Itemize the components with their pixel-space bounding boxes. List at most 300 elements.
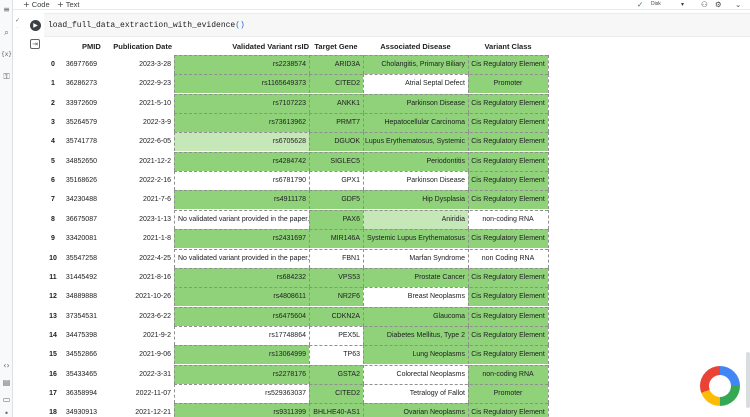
cell-pmid: 36977669 [65,61,97,68]
table-row [46,55,548,74]
cell-divider [468,113,469,132]
cell-variant-class: non-coding RNA [468,210,548,229]
cell-divider [548,345,549,364]
cell-divider [468,403,469,417]
cell-divider [548,132,549,151]
cell-divider [468,132,469,151]
row-divider [174,55,548,56]
cell-associated-disease: Marfan Syndrome [363,249,468,268]
table-row [46,249,548,268]
cell-divider [468,287,469,306]
cell-divider [468,210,469,229]
cell-rsid: No validated variant provided in the paper. [174,210,309,229]
cell-target-gene: PEX5L [309,326,363,345]
table-row [46,307,548,326]
cell-target-gene: CITED2 [309,384,363,403]
row-index: 8 [51,215,55,223]
cell-target-gene: PAX6 [309,210,363,229]
code-cell[interactable] [44,13,750,37]
cell-publication-date: 2021-9-06 [139,351,171,359]
command-icon[interactable]: ▭ [2,395,11,404]
cell-divider [363,249,364,268]
col-header-variant-class: Variant Class [484,42,532,51]
row-index: 13 [49,312,57,320]
table-row [46,345,548,364]
add-text-button[interactable] [57,0,79,9]
left-rail [0,0,13,417]
cell-divider [468,249,469,268]
cell-rsid: rs17748864 [174,326,309,345]
row-index: 16 [49,370,57,378]
row-index: 6 [51,177,55,185]
cell-pmid: 31445492 [65,273,97,281]
row-index: 3 [51,119,55,127]
cell-publication-date: 2022-3-31 [139,370,171,378]
cell-divider [468,190,469,209]
cell-rsid: rs7107223 [174,94,309,113]
cell-divider [548,326,549,345]
cell-divider [309,268,310,287]
cell-variant-class: Promoter [468,74,548,93]
function-call: load_full_data_extraction_with_evidence [48,21,236,30]
cell-target-gene: CITED2 [309,74,363,93]
row-index: 14 [49,331,57,339]
cell-divider [363,55,364,74]
cell-associated-disease: Parkinson Disease [363,94,468,113]
cell-divider [174,365,175,384]
terminal-icon[interactable]: ▤ [2,378,11,387]
cell-exec-time: · [17,25,19,30]
cell-divider [468,365,469,384]
row-index: 10 [49,254,57,262]
row-index: 7 [51,196,55,204]
cell-divider [363,94,364,113]
cell-divider [174,171,175,190]
col-header-rsid: Validated Variant rsID [232,42,309,51]
row-divider [174,190,548,191]
cell-target-gene: NR2F6 [309,287,363,306]
cell-divider [468,171,469,190]
cell-associated-disease: Hip Dysplasia [363,190,468,209]
row-divider [174,287,548,288]
row-divider [174,365,548,366]
cell-divider [309,210,310,229]
table-row [46,229,548,248]
table-row [46,384,548,403]
google-logo-watermark [700,366,740,406]
cell-divider [363,326,364,345]
cell-associated-disease: Atrial Septal Defect [363,74,468,93]
cell-divider [548,210,549,229]
row-index: 4 [51,138,55,146]
table-row [46,287,548,306]
cell-target-gene: ARID3A [309,55,363,74]
cell-divider [174,307,175,326]
row-divider [174,326,548,327]
cell-publication-date: 2022-3-9 [142,119,171,127]
cell-associated-disease: Periodontitis [363,152,468,171]
cell-divider [468,384,469,403]
row-divider [174,307,548,308]
cell-rsid: rs2238574 [174,55,309,74]
cell-target-gene: GPX1 [309,171,363,190]
cell-divider [309,249,310,268]
cell-divider [309,345,310,364]
cell-pmid: 34889888 [65,293,97,301]
add-code-button[interactable] [23,0,50,9]
row-divider [174,74,548,75]
top-toolbar [13,0,750,10]
cell-divider [548,307,549,326]
cell-pmid: 33420081 [65,235,97,243]
cell-target-gene: MIR146A [309,229,363,248]
row-divider [174,171,548,172]
collapse-chevron-icon[interactable]: ⌄ [735,0,742,9]
cell-divider [468,307,469,326]
cell-divider [548,229,549,248]
cell-pmid: 36358994 [65,389,97,397]
gear-icon[interactable]: ⚙ [715,0,722,9]
cell-divider [363,190,364,209]
cell-associated-disease: Colorectal Neoplasms [363,365,468,384]
cell-divider [468,94,469,113]
add-text-label: Text [65,0,80,9]
cell-divider [363,403,364,417]
cell-rsid: No validated variant provided in the paper. [174,249,309,268]
cell-variant-class: Cis Regulatory Element [468,307,548,326]
row-divider [174,152,548,153]
cell-associated-disease: Systemic Lupus Erythematosus [363,229,468,248]
cell-rsid: rs4284742 [174,152,309,171]
cell-divider [309,403,310,417]
cell-publication-date: 2023-3-28 [139,61,171,68]
cell-divider [548,94,549,113]
cell-associated-disease: Tetralogy of Fallot [363,384,468,403]
cell-publication-date: 2021-12-2 [139,157,171,165]
cell-variant-class: Cis Regulatory Element [468,190,548,209]
cell-rsid: rs4808611 [174,287,309,306]
cell-associated-disease: Lupus Erythematosus, Systemic [363,132,468,151]
disk-label: Disk [651,1,661,7]
cell-publication-date: 2023-6-22 [139,312,171,320]
table-row [46,171,548,190]
cell-divider [174,132,175,151]
cell-divider [309,287,310,306]
row-index: 5 [51,157,55,165]
cell-target-gene: ANKK1 [309,94,363,113]
cell-variant-class: Cis Regulatory Element [468,403,548,417]
cell-associated-disease: Lung Neoplasms [363,345,468,364]
cell-publication-date: 2021-8-16 [139,273,171,281]
cell-divider [174,345,175,364]
cell-rsid: rs6705628 [174,132,309,151]
cell-divider [363,171,364,190]
col-header-pmid: PMID [82,42,101,51]
cell-divider [548,74,549,93]
cell-variant-class: Cis Regulatory Element [468,113,548,132]
cell-variant-class: Cis Regulatory Element [468,55,548,74]
cell-publication-date: 2022-11-07 [135,389,171,397]
cell-divider [309,132,310,151]
cell-divider [363,132,364,151]
table-row [46,94,548,113]
plus-icon: + [57,0,64,9]
cell-target-gene: TP63 [309,345,363,364]
cell-divider [363,307,364,326]
table-row [46,74,548,93]
cell-publication-date: 2021-10-26 [135,293,171,301]
cell-pmid: 34930913 [65,409,97,417]
cell-divider [309,190,310,209]
cell-divider [174,326,175,345]
table-row [46,326,548,345]
cell-publication-date: 2022-2-16 [139,177,171,185]
cell-variant-class: Cis Regulatory Element [468,345,548,364]
cell-rsid: rs9311399 [174,403,309,417]
cell-pmid: 35547258 [65,254,97,262]
cell-associated-disease: Aniridia [363,210,468,229]
cell-divider [174,210,175,229]
row-index: 12 [49,293,57,301]
cell-divider [468,229,469,248]
cell-divider [309,384,310,403]
cell-variant-class: Cis Regulatory Element [468,94,548,113]
row-index: 17 [49,389,57,397]
row-index: 18 [49,409,57,417]
cell-pmid: 34475398 [65,331,97,339]
cell-rsid: rs4911178 [174,190,309,209]
cell-divider [548,249,549,268]
play-icon: ▶ [33,22,38,29]
cell-publication-date: 2021-9-2 [142,331,171,339]
cell-associated-disease: Ovarian Neoplasms [363,403,468,417]
cell-pmid: 36675087 [65,215,97,223]
row-divider [174,113,548,114]
cell-divider [309,113,310,132]
cell-target-gene: VPS53 [309,268,363,287]
table-row [46,210,548,229]
cell-divider [363,345,364,364]
row-divider [174,345,548,346]
cell-associated-disease: Parkinson Disease [363,171,468,190]
add-code-label: Code [31,0,50,9]
variables-icon[interactable]: {x} [1,51,12,58]
cell-variant-class: Promoter [468,384,548,403]
output-actions-icon[interactable]: ⇥ [30,39,40,49]
cell-divider [548,55,549,74]
key-icon[interactable]: ⚿ [3,71,10,81]
cell-pmid: 37354531 [65,312,97,320]
row-index: 0 [51,61,55,68]
cell-divider [548,113,549,132]
cell-divider [309,152,310,171]
cell-divider [363,287,364,306]
cell-pmid: 34230488 [65,196,97,204]
menu-icon[interactable]: ≡ [3,5,10,14]
cell-divider [309,365,310,384]
chevron-down-icon[interactable]: ▾ [681,1,685,8]
cell-pmid: 34552866 [65,351,97,359]
table-row [46,152,548,171]
table-row [46,190,548,209]
cell-variant-class: Cis Regulatory Element [468,171,548,190]
cell-target-gene: GSTA2 [309,365,363,384]
row-index: 2 [51,99,55,107]
cell-divider [174,152,175,171]
cell-divider [309,55,310,74]
cell-rsid: rs6781790 [174,171,309,190]
row-divider [174,210,548,211]
cell-divider [174,113,175,132]
share-people-icon[interactable]: ⚇ [701,0,708,9]
cell-target-gene: DGUOK [309,132,363,151]
cell-target-gene: SIGLEC5 [309,152,363,171]
vertical-scrollbar[interactable] [746,352,750,408]
table-row [46,132,548,151]
cell-divider [548,287,549,306]
cell-divider [548,171,549,190]
cell-divider [174,94,175,113]
cell-divider [174,229,175,248]
cell-divider [309,307,310,326]
cell-pmid: 35433465 [65,370,97,378]
row-divider [174,94,548,95]
cell-divider [309,94,310,113]
cell-divider [468,345,469,364]
row-index: 15 [49,351,57,359]
cell-publication-date: 2021-12-21 [135,409,171,417]
cell-divider [174,287,175,306]
cell-variant-class: Cis Regulatory Element [468,268,548,287]
cell-rsid: rs2278176 [174,365,309,384]
row-index: 1 [51,80,55,88]
cell-associated-disease: Hepatocellular Carcinoma [363,113,468,132]
cell-divider [174,268,175,287]
cell-target-gene: CDKN2A [309,307,363,326]
cell-status-check-icon: ✓ [15,17,21,24]
cell-rsid: rs529363037 [174,384,309,403]
disk-indicator[interactable] [651,0,661,9]
cell-variant-class: Cis Regulatory Element [468,229,548,248]
cell-rsid: rs684232 [174,268,309,287]
cell-divider [174,74,175,93]
cell-pmid: 35741778 [65,138,97,146]
call-parens: () [235,21,245,30]
cell-publication-date: 2021-1-8 [142,235,171,243]
cell-divider [363,229,364,248]
cell-pmid: 35168626 [65,177,97,185]
cell-divider [363,113,364,132]
cell-divider [174,55,175,74]
cell-divider [468,74,469,93]
cell-variant-class: Cis Regulatory Element [468,132,548,151]
cell-divider [363,152,364,171]
cell-divider [174,384,175,403]
cell-divider [548,268,549,287]
row-index: 9 [51,235,55,243]
cell-divider [363,268,364,287]
row-index: 11 [49,273,57,281]
cell-publication-date: 2022-6-05 [139,138,171,146]
cell-divider [363,210,364,229]
cell-target-gene: FBN1 [309,249,363,268]
cell-target-gene: GDF5 [309,190,363,209]
col-header-target-gene: Target Gene [314,42,358,51]
cell-pmid: 33972609 [65,99,97,107]
cell-divider [548,152,549,171]
cell-divider [548,365,549,384]
cell-pmid: 36286273 [65,80,97,88]
cell-divider [363,384,364,403]
cell-publication-date: 2023-1-13 [139,215,171,223]
cell-rsid: rs2431697 [174,229,309,248]
cell-publication-date: 2021-7-6 [142,196,171,204]
col-header-publication-date: Publication Date [113,42,172,51]
cell-divider [363,365,364,384]
cell-variant-class: Cis Regulatory Element [468,152,548,171]
cell-associated-disease: Glaucoma [363,307,468,326]
cell-target-gene: BHLHE40-AS1 [309,403,363,417]
check-icon: ✓ [637,0,644,9]
cell-divider [548,384,549,403]
row-divider [174,229,548,230]
cell-divider [468,326,469,345]
code-snippet-icon[interactable]: ‹› [3,361,10,370]
cell-associated-disease: Prostate Cancer [363,268,468,287]
row-divider [174,268,548,269]
cell-divider [468,55,469,74]
cell-rsid: rs1165649373 [174,74,309,93]
cell-divider [468,152,469,171]
row-divider [174,403,548,404]
row-divider [174,249,548,250]
cell-pmid: 34852650 [65,157,97,165]
cell-divider [548,190,549,209]
cell-target-gene: PRMT7 [309,113,363,132]
row-divider [174,132,548,133]
table-row [46,365,548,384]
plus-icon: + [23,0,30,9]
table-row [46,403,548,417]
cell-rsid: rs13064999 [174,345,309,364]
col-header-associated-disease: Associated Disease [380,42,451,51]
cell-publication-date: 2021-5-10 [139,99,171,107]
cell-variant-class: Cis Regulatory Element [468,326,548,345]
cell-rsid: rs6475604 [174,307,309,326]
cell-publication-date: 2022-9-23 [139,80,171,88]
search-icon[interactable]: ⌕ [4,27,9,37]
cell-associated-disease: Cholangitis, Primary Biliary [363,55,468,74]
cell-divider [363,74,364,93]
cell-divider [468,268,469,287]
row-divider [174,384,548,385]
cell-publication-date: 2022-4-25 [139,254,171,262]
cell-divider [309,229,310,248]
run-cell-button[interactable] [30,20,41,31]
cell-associated-disease: Breast Neoplasms [363,287,468,306]
table-row [46,113,548,132]
cell-rsid: rs73613962 [174,113,309,132]
cell-divider [309,74,310,93]
cell-divider [309,326,310,345]
cell-divider [174,403,175,417]
cell-divider [174,190,175,209]
cell-divider [309,171,310,190]
cell-divider [548,403,549,417]
code-text[interactable] [48,21,245,31]
cell-associated-disease: Diabetes Mellitus, Type 2 [363,326,468,345]
cell-variant-class: Cis Regulatory Element [468,287,548,306]
